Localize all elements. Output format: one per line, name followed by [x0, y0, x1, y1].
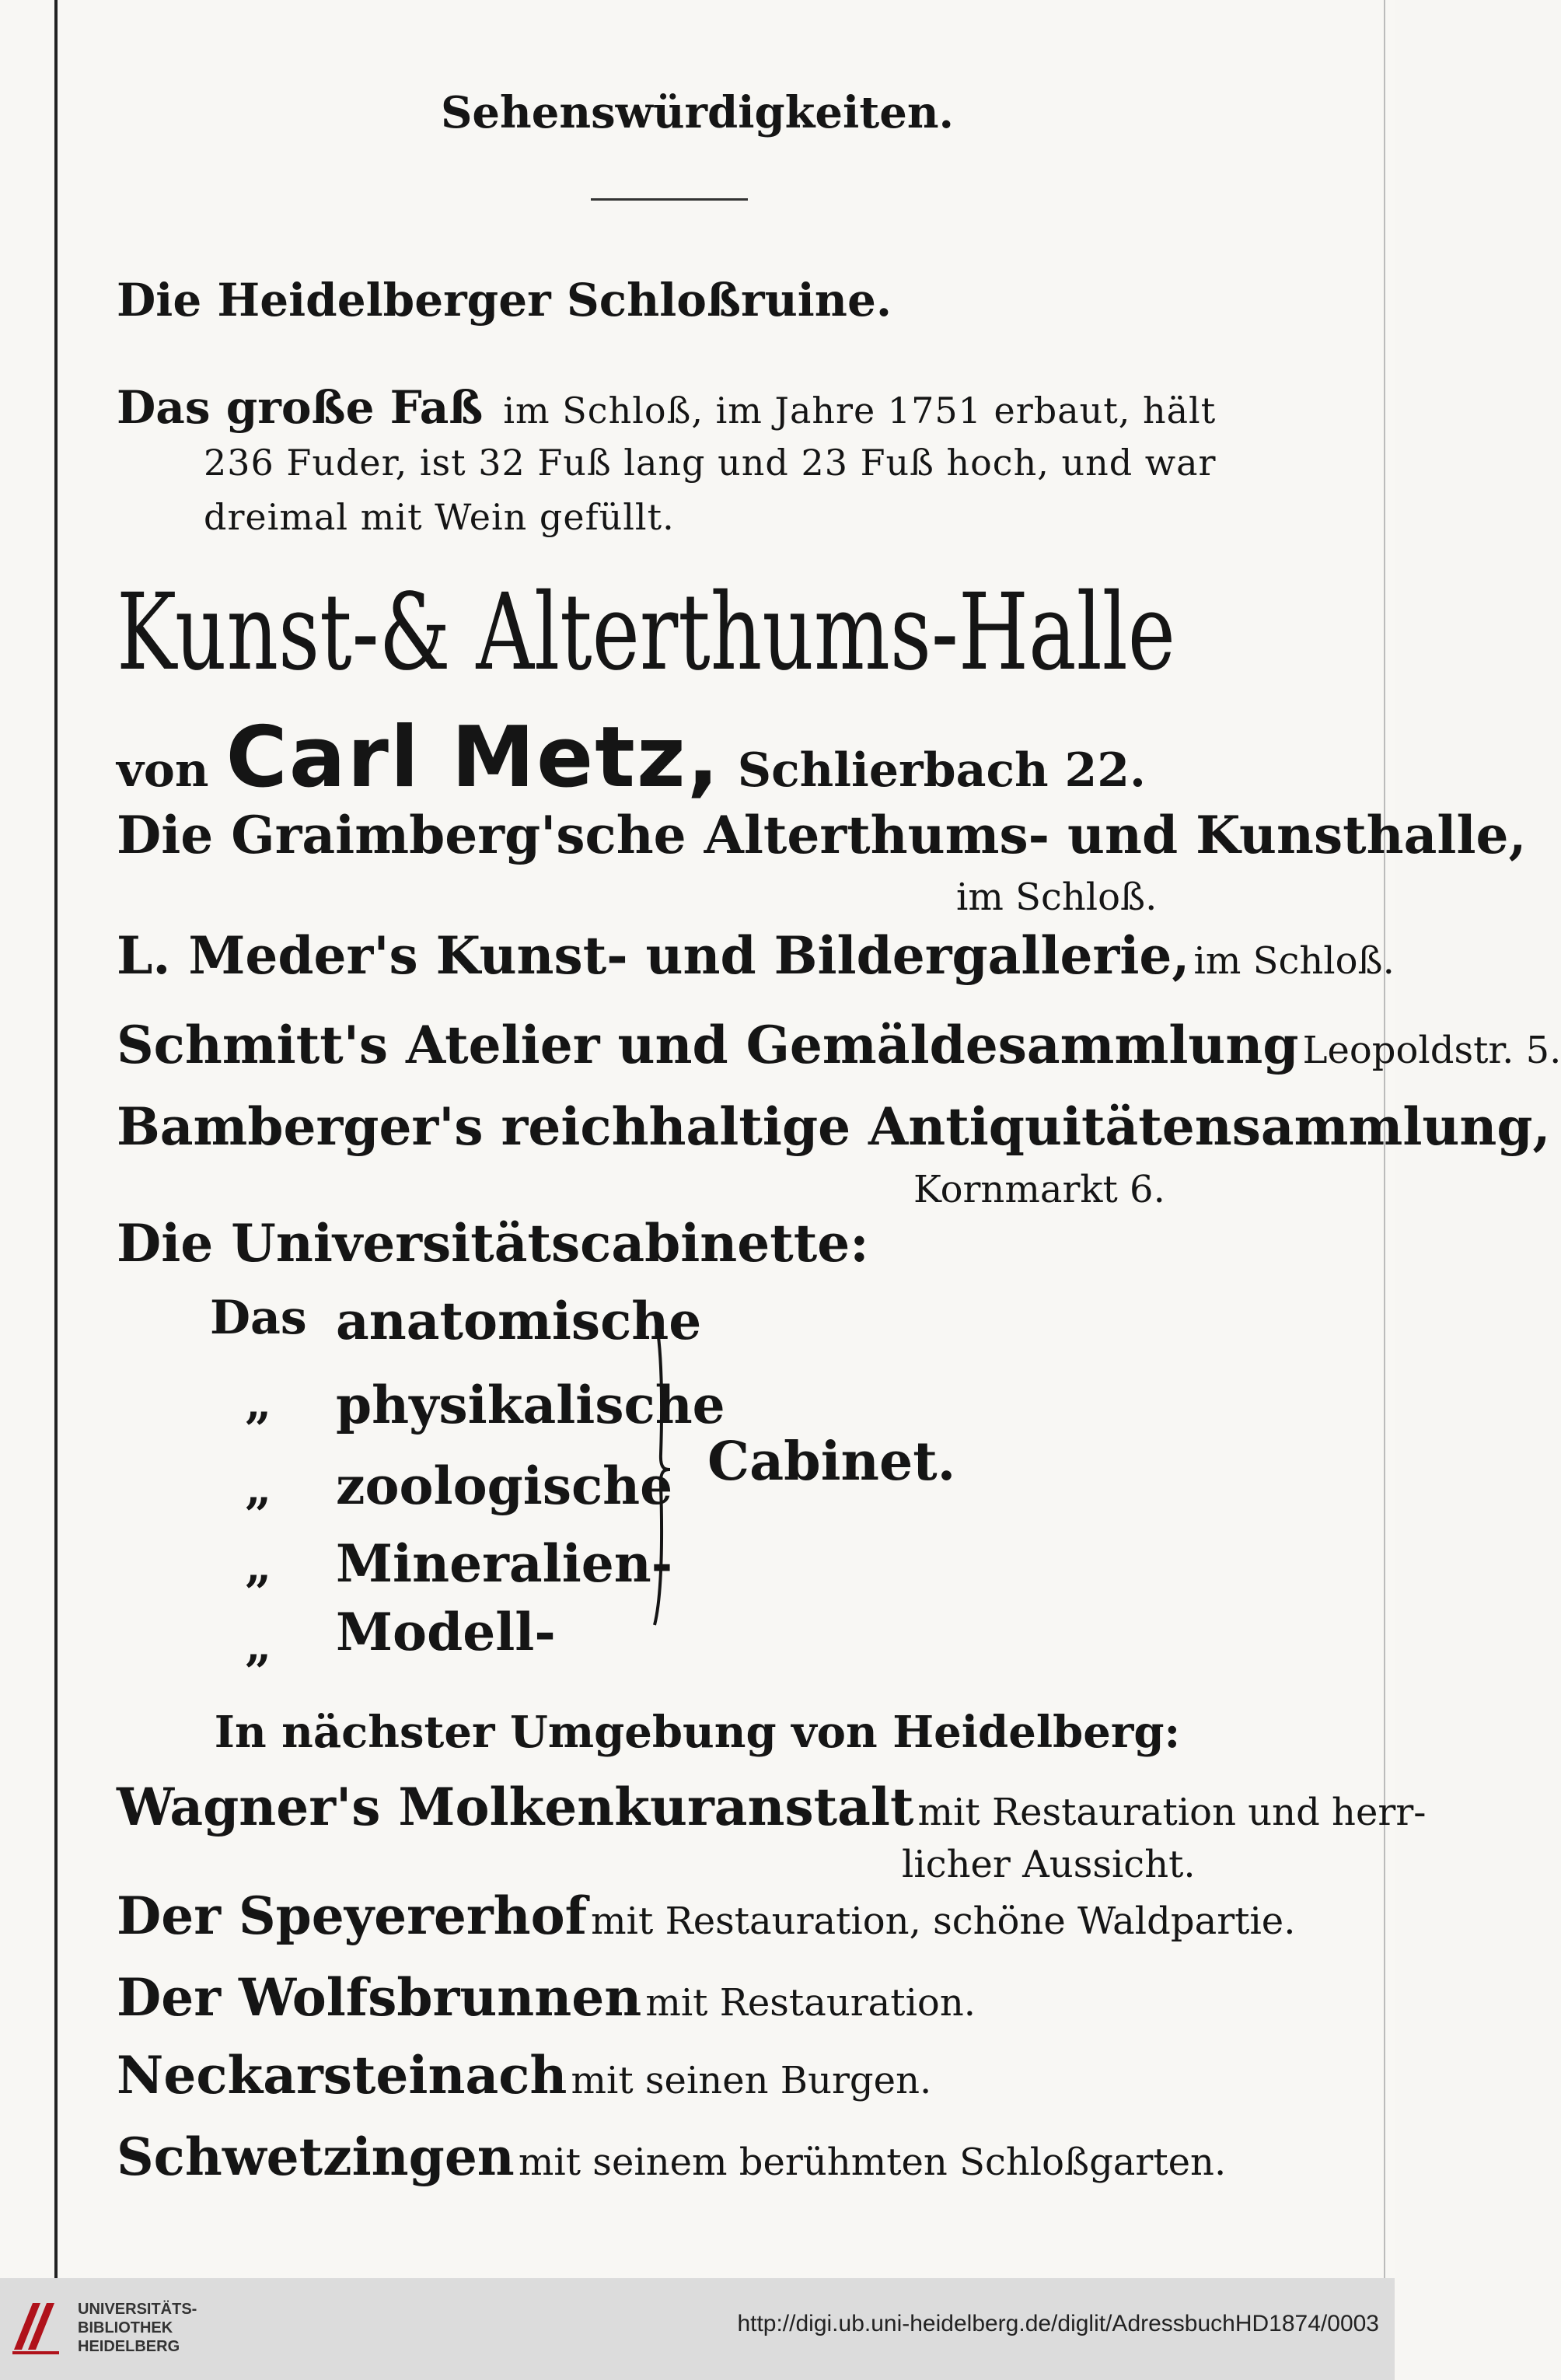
left-border-rule — [54, 0, 58, 2278]
schmitt-name: Schmitt's Atelier und Gemäldesammlung — [117, 1015, 1299, 1075]
fass-line-1 — [117, 381, 1216, 434]
list-item — [117, 1777, 1426, 1837]
place-name: Wagner's Molkenkuranstalt — [117, 1777, 914, 1837]
owner-address: Schlierbach 22. — [737, 743, 1146, 798]
page-title: Sehenswürdigkeiten. — [440, 87, 955, 138]
logo-line-3: HEIDELBERG — [78, 2338, 180, 2355]
cabinet-word: Cabinet. — [707, 1431, 956, 1493]
place-description-continued: licher Aussicht. — [902, 1843, 1196, 1886]
cabinet-prefix: „ — [245, 1462, 272, 1516]
list-item — [117, 2127, 1226, 2187]
fass-line-3: dreimal mit Wein gefüllt. — [204, 496, 675, 538]
library-logo-icon — [9, 2295, 64, 2357]
cabinet-name: zoologische — [336, 1456, 673, 1516]
von-word: von — [117, 743, 209, 798]
place-description: mit Restauration. — [645, 1981, 976, 2025]
fass-lead: Das große Faß — [117, 381, 484, 434]
curly-brace-icon — [651, 1314, 672, 1625]
bamberger-line: Bamberger's reichhaltige Antiquitätensammlung, — [117, 1096, 1551, 1157]
place-name: Der Wolfsbrunnen — [117, 1967, 642, 2028]
bamberger-location: Kornmarkt 6. — [913, 1168, 1165, 1211]
logo-line-2: BIBLIOTHEK — [78, 2319, 173, 2336]
place-description: mit seinen Burgen. — [571, 2059, 932, 2102]
logo-line-1: UNIVERSITÄTS- — [78, 2301, 197, 2318]
place-name: Schwetzingen — [117, 2127, 515, 2187]
cabinet-name: anatomische — [336, 1291, 702, 1351]
list-item — [117, 1885, 1295, 1946]
owner-name: Carl Metz, — [225, 709, 721, 806]
schmitt-location: Leopoldstr. 5. — [1302, 1029, 1561, 1072]
cabinet-name: Modell- — [336, 1602, 556, 1662]
halle-name: Kunst-& Alterthums-Halle — [117, 571, 1175, 694]
universitaet-heading: Die Universitätscabinette: — [117, 1213, 869, 1274]
cabinet-name: Mineralien- — [336, 1533, 673, 1594]
graimberg-location: im Schloß. — [956, 875, 1158, 919]
meder-line — [117, 925, 1395, 986]
place-name: Der Speyererhof — [117, 1885, 588, 1946]
fass-line-2: 236 Fuder, ist 32 Fuß lang und 23 Fuß hoch, und war — [204, 442, 1217, 484]
library-logo-text — [78, 2300, 197, 2356]
fass-text-1: im Schloß, im Jahre 1751 erbaut, hält — [503, 390, 1217, 432]
cabinet-prefix: „ — [245, 1539, 272, 1594]
cabinet-prefix: „ — [245, 1619, 272, 1673]
schmitt-line — [117, 1015, 1561, 1075]
halle-owner-line — [117, 709, 1146, 806]
footer-bar — [0, 2278, 1395, 2380]
graimberg-line: Die Graimberg'sche Alterthums- und Kunsthalle, — [117, 805, 1527, 865]
source-url-link[interactable]: http://digi.ub.uni-heidelberg.de/diglit/AdressbuchHD1874/0003 — [737, 2311, 1379, 2336]
cabinet-name: physikalische — [336, 1375, 725, 1435]
title-divider — [591, 198, 748, 201]
place-description: mit seinem berühmten Schloßgarten. — [518, 2141, 1227, 2184]
meder-location: im Schloß. — [1193, 939, 1395, 983]
meder-name: L. Meder's Kunst- und Bildergallerie, — [117, 925, 1190, 986]
place-name: Neckarsteinach — [117, 2045, 567, 2106]
umgebung-heading: In nächster Umgebung von Heidelberg: — [214, 1707, 1181, 1758]
place-description: mit Restauration und herr- — [917, 1791, 1427, 1834]
list-item — [117, 1967, 976, 2028]
cabinet-prefix: „ — [245, 1376, 272, 1431]
place-description: mit Restauration, schöne Waldpartie. — [591, 1899, 1296, 1943]
list-item — [117, 2045, 931, 2106]
schloss-heading: Die Heidelberger Schloßruine. — [117, 274, 892, 327]
cabinet-prefix: Das — [210, 1291, 307, 1345]
